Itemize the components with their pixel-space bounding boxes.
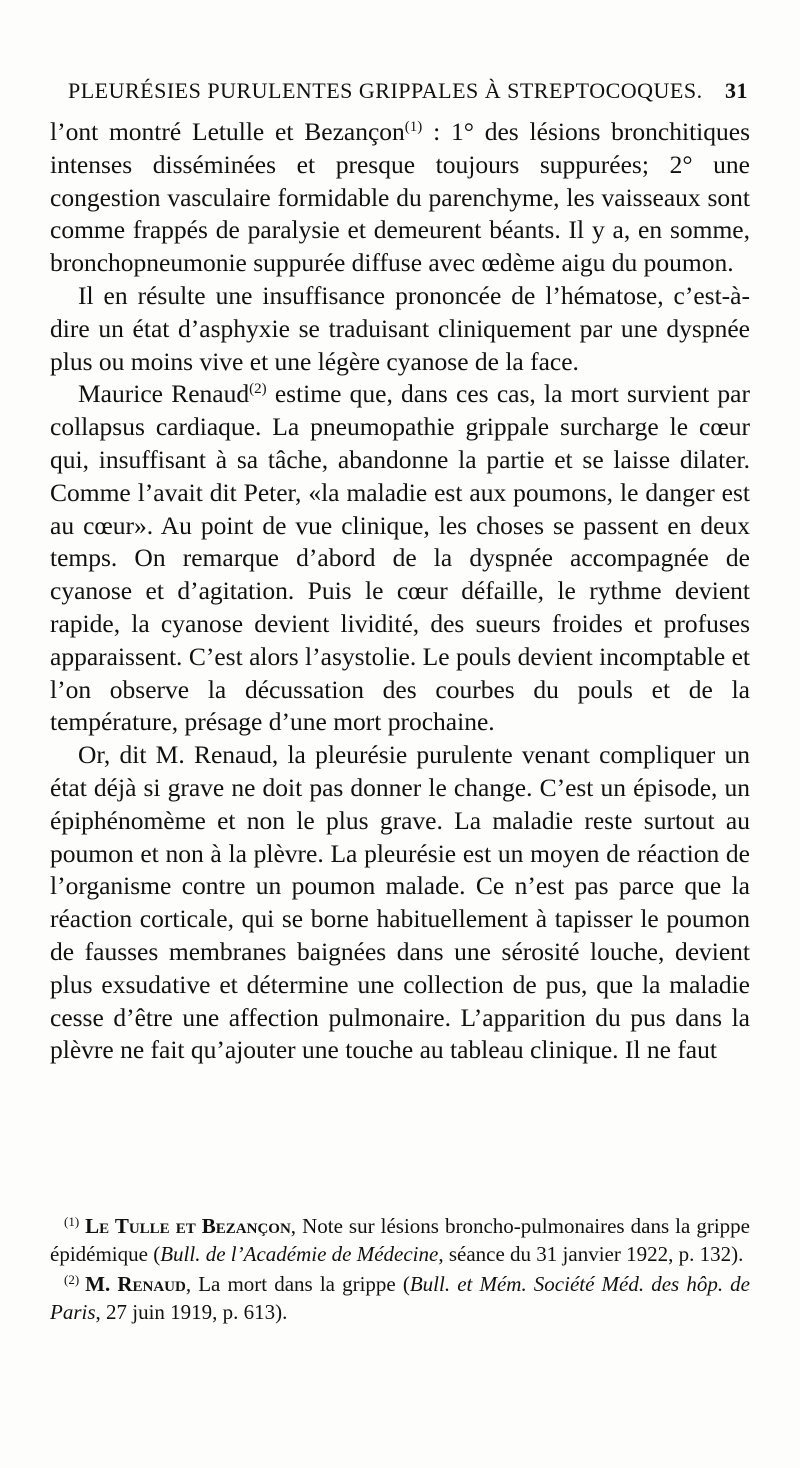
footnote-ref-2: (2) — [249, 381, 267, 398]
footnote-1-mark: (1) — [64, 1214, 80, 1229]
body-text — [50, 116, 750, 1067]
paragraph-1-lead: l’ont montré Letulle et Bezançon — [50, 117, 405, 146]
footnote-1-text: , Note sur lésions broncho-pulmonaires dans la grippe épidémique ( — [50, 1214, 750, 1266]
footnote-1-source: Bull. de l’Académie de Médecine — [160, 1242, 439, 1266]
footnote-2-text: , La mort dans la grippe ( — [185, 1272, 410, 1296]
paragraph-4: Or, dit M. Renaud, la pleurésie purulente venant compliquer un état déjà si grave ne doit pas donner le change. C’est un épisode, un épiphénomème et non le plus grave. La maladie reste surtout au poumon et non à la plèvre. La pleurésie est un moyen de réaction de l’organisme contre un poumon malade. Ce n’est pas parce que la réaction corticale, qui se borne habituellement à tapisser le poumon de fausses membranes baignées dans une sérosité louche, devient plus exsudative et détermine une collection de pus, que la maladie cesse d’être une affection pulmonaire. L’apparition du pus dans la plèvre ne fait qu’ajouter une touche au tableau clinique. Il ne faut — [50, 740, 750, 1065]
footnote-1 — [50, 1212, 750, 1268]
footnote-ref-1: (1) — [404, 119, 423, 135]
paragraph-1 — [50, 116, 750, 280]
footnote-2-details: , 27 juin 1919, p. 613). — [95, 1300, 288, 1324]
running-head — [68, 78, 748, 104]
footnote-2-mark: (2) — [64, 1272, 80, 1287]
paragraph-3-lead: Maurice Renaud — [78, 379, 250, 409]
running-title: PLEURÉSIES PURULENTES GRIPPALES À STREPTOCOQUES. — [68, 78, 703, 103]
footnotes — [50, 1212, 750, 1328]
page-number: 31 — [725, 78, 748, 103]
paragraph-3-rest: estime que, dans ces cas, la mort survient par collapsus cardiaque. La pneumopathie grippale surcharge le cœur qui, insuffisant à sa tâche, abandonne la partie et se laisse dilater. Comme l’avait dit Peter, «la maladie est aux poumons, le danger est au cœur». Au point de vue clinique, les choses se passent en deux temps. On remarque d’abord de la dyspnée accompagnée de cyanose et d’agitation. Puis le cœur défaille, le rythme devient rapide, la cyanose devient lividité, des sueurs froides et profuses apparaissent. C’est alors l’asystolie. Le pouls devient incomptable et l’on observe la décussation des courbes du pouls et de la température, présage d’une mort prochaine. — [50, 379, 750, 737]
footnote-1-details: , séance du 31 janvier 1922, p. 132). — [438, 1242, 744, 1266]
paragraph-1-rest: : 1° des lésions bronchitiques intenses disséminées et presque toujours suppurées; 2° une congestion vasculaire formidable du parenchyme, les vaisseaux sont comme frappés de paralysie et demeurent béants. Il y a, en somme, bronchopneumonie suppurée diffuse avec œdème aigu du poumon. — [50, 117, 750, 278]
footnote-1-authors: Le Tulle et Bezançon — [85, 1214, 291, 1238]
footnote-2-source: Bull. et Mém. Société Méd. des hôp. de Paris — [50, 1272, 751, 1324]
paragraph-2: Il en résulte une insuffisance prononcée de l’hématose, c’est-à-dire un état d’asphyxie se traduisant cliniquement par une dyspnée plus ou moins vive et une légère cyanose de la face. — [50, 280, 750, 376]
footnote-2 — [50, 1270, 750, 1326]
footnote-2-authors: M. Renaud — [85, 1272, 186, 1296]
paragraph-3 — [50, 378, 750, 739]
